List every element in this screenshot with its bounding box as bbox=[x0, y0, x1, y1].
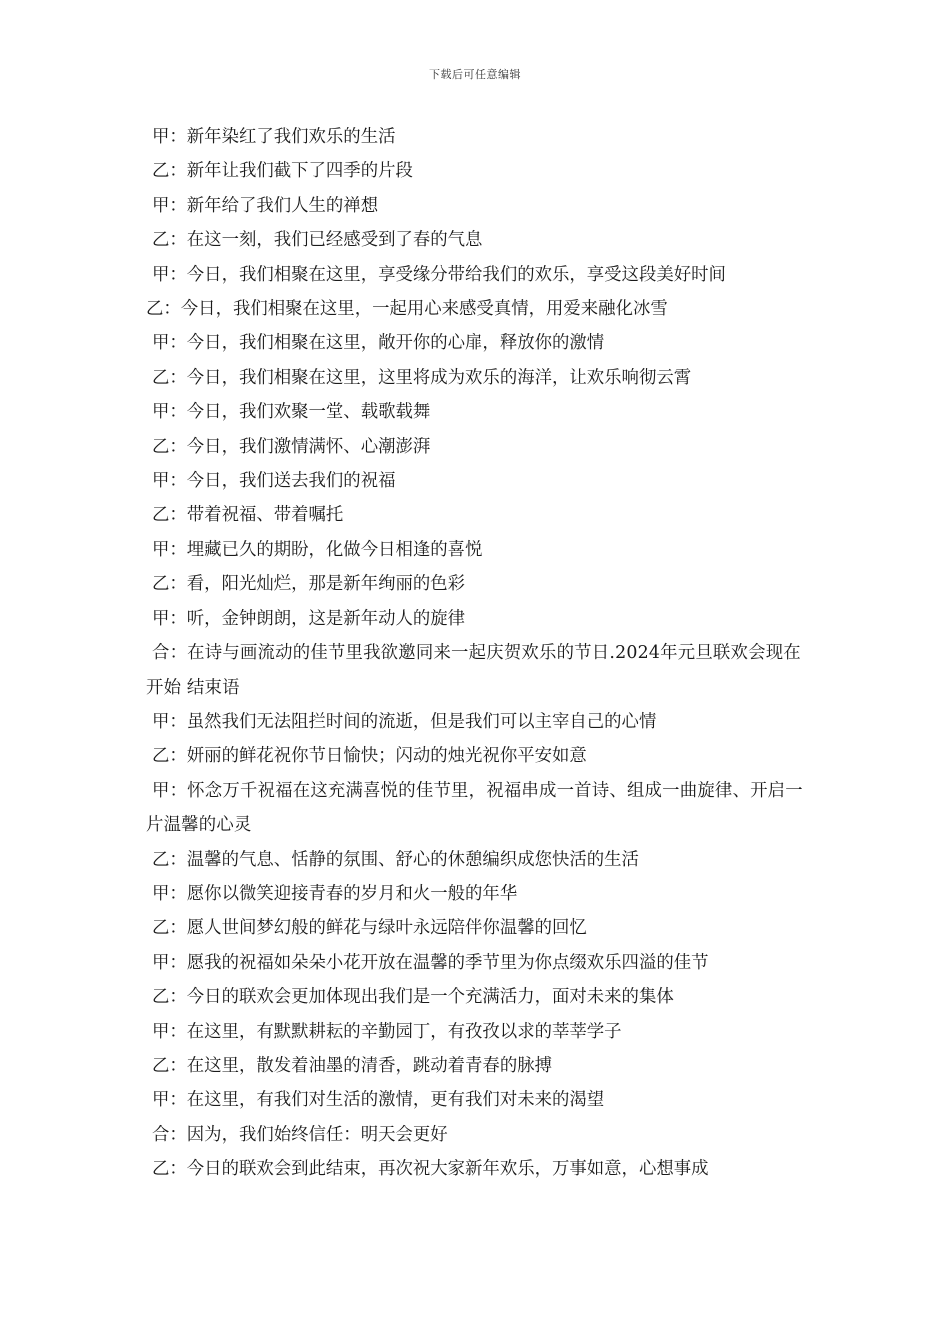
script-line: 乙：温馨的气息、恬静的氛围、舒心的休憩编织成您快活的生活 bbox=[152, 849, 639, 870]
script-line: 甲：听，金钟朗朗，这是新年动人的旋律 bbox=[152, 608, 466, 629]
script-line: 乙：妍丽的鲜花祝你节日愉快；闪动的烛光祝你平安如意 bbox=[152, 746, 587, 767]
script-line: 甲：新年染红了我们欢乐的生活 bbox=[152, 127, 396, 147]
script-line: 乙：今日的联欢会到此结束，再次祝大家新年欢乐，万事如意，心想事成 bbox=[152, 1159, 709, 1180]
script-body bbox=[146, 120, 816, 1187]
script-line: 甲：今日，我们相聚在这里，敞开你的心扉，释放你的激情 bbox=[152, 333, 605, 354]
script-line: 甲：在这里，有我们对生活的激情，更有我们对未来的渴望 bbox=[152, 1090, 605, 1111]
script-line: 合：因为，我们始终信任：明天会更好 bbox=[152, 1124, 448, 1145]
script-line: 甲：在这里，有默默耕耘的辛勤园丁，有孜孜以求的莘莘学子 bbox=[152, 1021, 622, 1042]
script-line: 乙：今日的联欢会更加体现出我们是一个充满活力，面对未来的集体 bbox=[152, 987, 674, 1008]
script-line: 甲：愿我的祝福如朵朵小花开放在温馨的季节里为你点缀欢乐四溢的佳节 bbox=[152, 952, 709, 973]
script-line: 甲：埋藏已久的期盼，化做今日相逢的喜悦 bbox=[152, 539, 483, 560]
script-line: 甲：今日，我们欢聚一堂、载歌载舞 bbox=[152, 402, 431, 423]
script-line: 乙：愿人世间梦幻般的鲜花与绿叶永远陪伴你温馨的回忆 bbox=[152, 918, 587, 939]
script-line: 乙：今日，我们激情满怀、心潮澎湃 bbox=[152, 436, 431, 457]
script-line: 乙：在这一刻，我们已经感受到了春的气息 bbox=[152, 230, 483, 251]
script-line: 甲：新年给了我们人生的禅想 bbox=[152, 195, 379, 216]
page-header-note: 下载后可任意编辑 bbox=[429, 68, 521, 81]
script-line: 甲：虽然我们无法阻拦时间的流逝，但是我们可以主宰自己的心情 bbox=[152, 711, 657, 732]
script-line: 乙：新年让我们截下了四季的片段 bbox=[152, 161, 413, 182]
script-line: 甲：今日，我们送去我们的祝福 bbox=[152, 471, 396, 492]
script-line: 甲：怀念万千祝福在这充满喜悦的佳节里，祝福串成一首诗、组成一曲旋律、开启一片温馨的心灵 bbox=[146, 780, 803, 836]
script-line: 乙：今日，我们相聚在这里，这里将成为欢乐的海洋，让欢乐响彻云霄 bbox=[152, 367, 692, 388]
script-line: 乙：带着祝福、带着嘱托 bbox=[152, 505, 344, 526]
script-line: 乙：今日，我们相聚在这里，一起用心来感受真情，用爱来融化冰雪 bbox=[146, 299, 668, 320]
script-line: 合：在诗与画流动的佳节里我欲邀同来一起庆贺欢乐的节日.2024年元旦联欢会现在开始 结束语 bbox=[146, 643, 801, 698]
script-line: 乙：在这里，散发着油墨的清香，跳动着青春的脉搏 bbox=[152, 1055, 552, 1076]
script-line: 甲：愿你以微笑迎接青春的岁月和火一般的年华 bbox=[152, 883, 518, 904]
script-line: 甲：今日，我们相聚在这里，享受缘分带给我们的欢乐，享受这段美好时间 bbox=[152, 264, 726, 285]
script-line: 乙：看，阳光灿烂，那是新年绚丽的色彩 bbox=[152, 574, 466, 595]
